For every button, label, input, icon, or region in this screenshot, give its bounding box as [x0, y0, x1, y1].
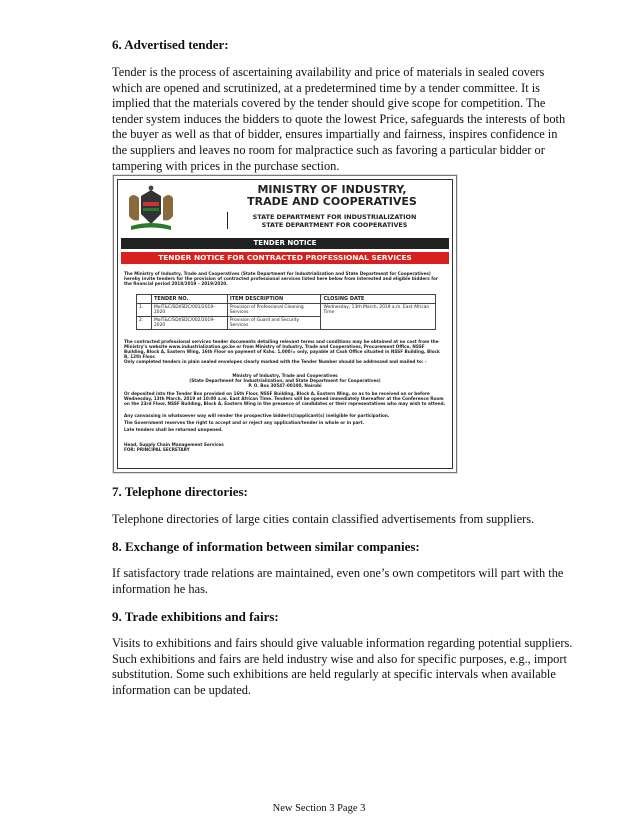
paragraph-trade-exhibitions: Visits to exhibitions and fairs should give valuable information regarding potential suppliers. Such exhibitions and fairs are held industry wise and also for specific purposes, e.g., import substitution. Some such exhibitions are held regularly at specific intervals when available information can be updated.: [112, 636, 573, 697]
paragraph-advertised-tender: Tender is the process of ascertaining availability and price of materials in sealed covers which are opened and scrutinized, at a predetermined time by a tender committee. It is implied that the materials covered by the tender should give scope for competition. The tender system induces the bidders to quote the lowest Price, safeguards the interests of both the buyer as well as that of bidder, ensures impartially and fairness, inspires confidence in the suppliers and leaves no room for malpractice such as favoring a particular bidder or tampering with prices in the purchase section.: [112, 65, 566, 173]
row-item: Provision of Guard and Security Services: [227, 317, 321, 330]
paragraph-exchange-information: If satisfactory trade relations are maintained, even one’s own competitors will part with the information he has.: [112, 566, 564, 596]
notice-deposit-paragraph: Or deposited into the Tender Box provided on 16th Floor, NSSF Building, Block A, Eastern Wing, so as to be received on or before Wednesday, 13th March, 2019 at 10:00 a.m. East African Time. Tenders will be opened immediately thereafter at the Conference Room on the 23rd Floor, NSSF Building, Block A, Eastern Wing in the presence of candidates or their representatives who may wish to attend.: [124, 391, 446, 406]
tender-table: [136, 294, 436, 330]
tender-subtitle-banner: TENDER NOTICE FOR CONTRACTED PROFESSIONAL SERVICES: [121, 252, 449, 264]
address-line2: (State Department for Industrialization, and State Department for Cooperatives): [189, 378, 381, 383]
department-names: [222, 213, 447, 229]
section-heading-trade-exhibitions: 9. Trade exhibitions and fairs:: [112, 609, 279, 624]
notice-reserve-paragraph: The Government reserves the right to accept and or reject any application/tender in whole or in part.: [124, 420, 365, 425]
row-number: 2.: [137, 317, 152, 330]
section-heading-advertised-tender: 6. Advertised tender:: [112, 37, 229, 52]
table-header-row: [137, 295, 436, 304]
row-tender-no: MoIT&C/SDI/SDC/002/2019-2020: [152, 317, 228, 330]
notice-address: [124, 373, 446, 388]
notice-late-paragraph: Late tenders shall be returned unopened.: [124, 427, 223, 432]
table-header-number: [137, 295, 152, 304]
table-header-item: ITEM DESCRIPTION: [227, 295, 321, 304]
notice-intro: The Ministry of Industry, Trade and Cooperatives (State Department for Industrialization and State Department for Cooperatives) hereby invite tenders for the provision of contracted professional services listed here below from interested and eligible bidders for the financial period 2018/2019 – 2019/2020.: [124, 271, 438, 286]
page-footer: New Section 3 Page 3: [272, 803, 366, 814]
address-line3: P. O. Box 30547-00100, Nairobi: [248, 383, 322, 388]
signoff-line1: Head, Supply Chain Management Services: [124, 442, 224, 447]
ministry-title-line2: TRADE AND COOPERATIVES: [247, 195, 417, 208]
address-line1: Ministry of Industry, Trade and Cooperatives: [232, 373, 338, 378]
signoff-line2: FOR: PRINCIPAL SECRETARY: [124, 447, 190, 452]
section-heading-exchange-information: 8. Exchange of information between similar companies:: [112, 539, 420, 554]
row-number: 1.: [137, 304, 152, 317]
table-row: [137, 304, 436, 317]
department-line1: STATE DEPARTMENT FOR INDUSTRIALIZATION: [252, 213, 417, 221]
notice-signoff: [124, 442, 446, 452]
row-closing-date: Wednesday, 13th March, 2019 a.m. East African Time: [321, 304, 436, 330]
notice-docs-paragraph: The contracted professional services tender documents detailing relevant terms and conditions may be obtained at no cost from the Ministry’s website www.industrialization.go.ke or from Ministry of Industry, Trade and Cooperatives, Procurement Office, NSSF Building, Block A, Eastern Wing, 16th Floor on payment of Kshs. 1,000/= only, payable at Cash Office situated in NSSF Building, Block B, 12th Floor.: [124, 339, 440, 359]
row-item: Provision of Professional Cleaning Services: [227, 304, 321, 317]
tender-notice-image: [113, 175, 457, 473]
coat-of-arms-icon: [123, 184, 179, 234]
ministry-title-line1: MINISTRY OF INDUSTRY,: [257, 183, 407, 196]
table-header-closing: CLOSING DATE: [321, 295, 436, 304]
department-line2: STATE DEPARTMENT FOR COOPERATIVES: [261, 221, 408, 229]
notice-canvass-paragraph: Any canvassing in whatsoever way will render the prospective bidder(s)/applicant(s) ineligible for participation.: [124, 413, 390, 418]
paragraph-telephone-directories: Telephone directories of large cities contain classified advertisements from suppliers.: [112, 512, 535, 526]
notice-sealed-paragraph: Only completed tenders in plain sealed envelopes clearly marked with the Tender Number should be addressed and mailed to: -: [124, 359, 427, 364]
row-tender-no: MoIT&C/SDI/SDC/001/2019-2020: [152, 304, 228, 317]
section-heading-telephone-directories: 7. Telephone directories:: [112, 484, 248, 499]
tender-notice-banner: TENDER NOTICE: [121, 238, 449, 249]
table-header-tender-no: TENDER NO.: [152, 295, 228, 304]
ministry-title: [232, 184, 432, 208]
